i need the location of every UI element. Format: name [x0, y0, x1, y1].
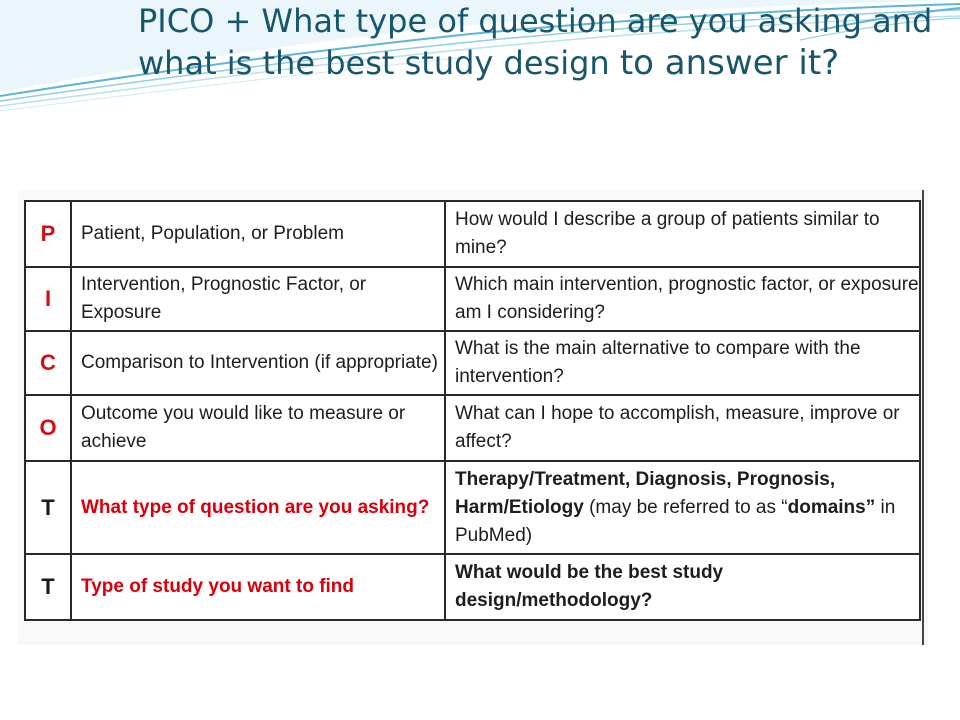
slide-title [138, 0, 938, 84]
question-end-part: in PubMed) [455, 496, 896, 546]
table-row [25, 331, 920, 395]
table-row [25, 201, 920, 267]
screenshot-right-edge [922, 190, 924, 645]
pico-question: How would I describe a group of patients similar to mine? [445, 201, 920, 267]
pico-term: Comparison to Intervention (if appropriate) [71, 331, 445, 395]
pico-question: Which main intervention, prognostic factor, or exposure am I considering? [445, 267, 920, 331]
pico-question: What can I hope to accomplish, measure, improve or affect? [445, 395, 920, 461]
pico-letter: P [25, 201, 71, 267]
pico-term: Outcome you would like to measure or achieve [71, 395, 445, 461]
pico-term: Intervention, Prognostic Factor, or Exposure [71, 267, 445, 331]
title-main-text: PICO + What type of question are you asking and what is the best study design [138, 2, 933, 82]
pico-question [445, 461, 920, 554]
pico-question: What would be the best study design/methodology? [445, 554, 920, 620]
table-row [25, 461, 920, 554]
table-row [25, 395, 920, 461]
question-bold-part-2: domains” [787, 496, 876, 518]
table-row [25, 267, 920, 331]
pico-letter: T [25, 461, 71, 554]
pico-letter: I [25, 267, 71, 331]
pico-table [24, 200, 921, 621]
pico-term: Type of study you want to find [71, 554, 445, 620]
pico-term: What type of question are you asking? [71, 461, 445, 554]
pico-letter: T [25, 554, 71, 620]
question-mid-part: (may be referred to as “ [583, 496, 788, 518]
pico-letter: C [25, 331, 71, 395]
pico-question: What is the main alternative to compare with the intervention? [445, 331, 920, 395]
question-bold-part: Therapy/Treatment, Diagnosis, Prognosis, Harm/Etiology [455, 468, 836, 518]
pico-term: Patient, Population, or Problem [71, 201, 445, 267]
pico-letter: O [25, 395, 71, 461]
title-tail-text: to answer it? [619, 43, 840, 83]
table-row [25, 554, 920, 620]
